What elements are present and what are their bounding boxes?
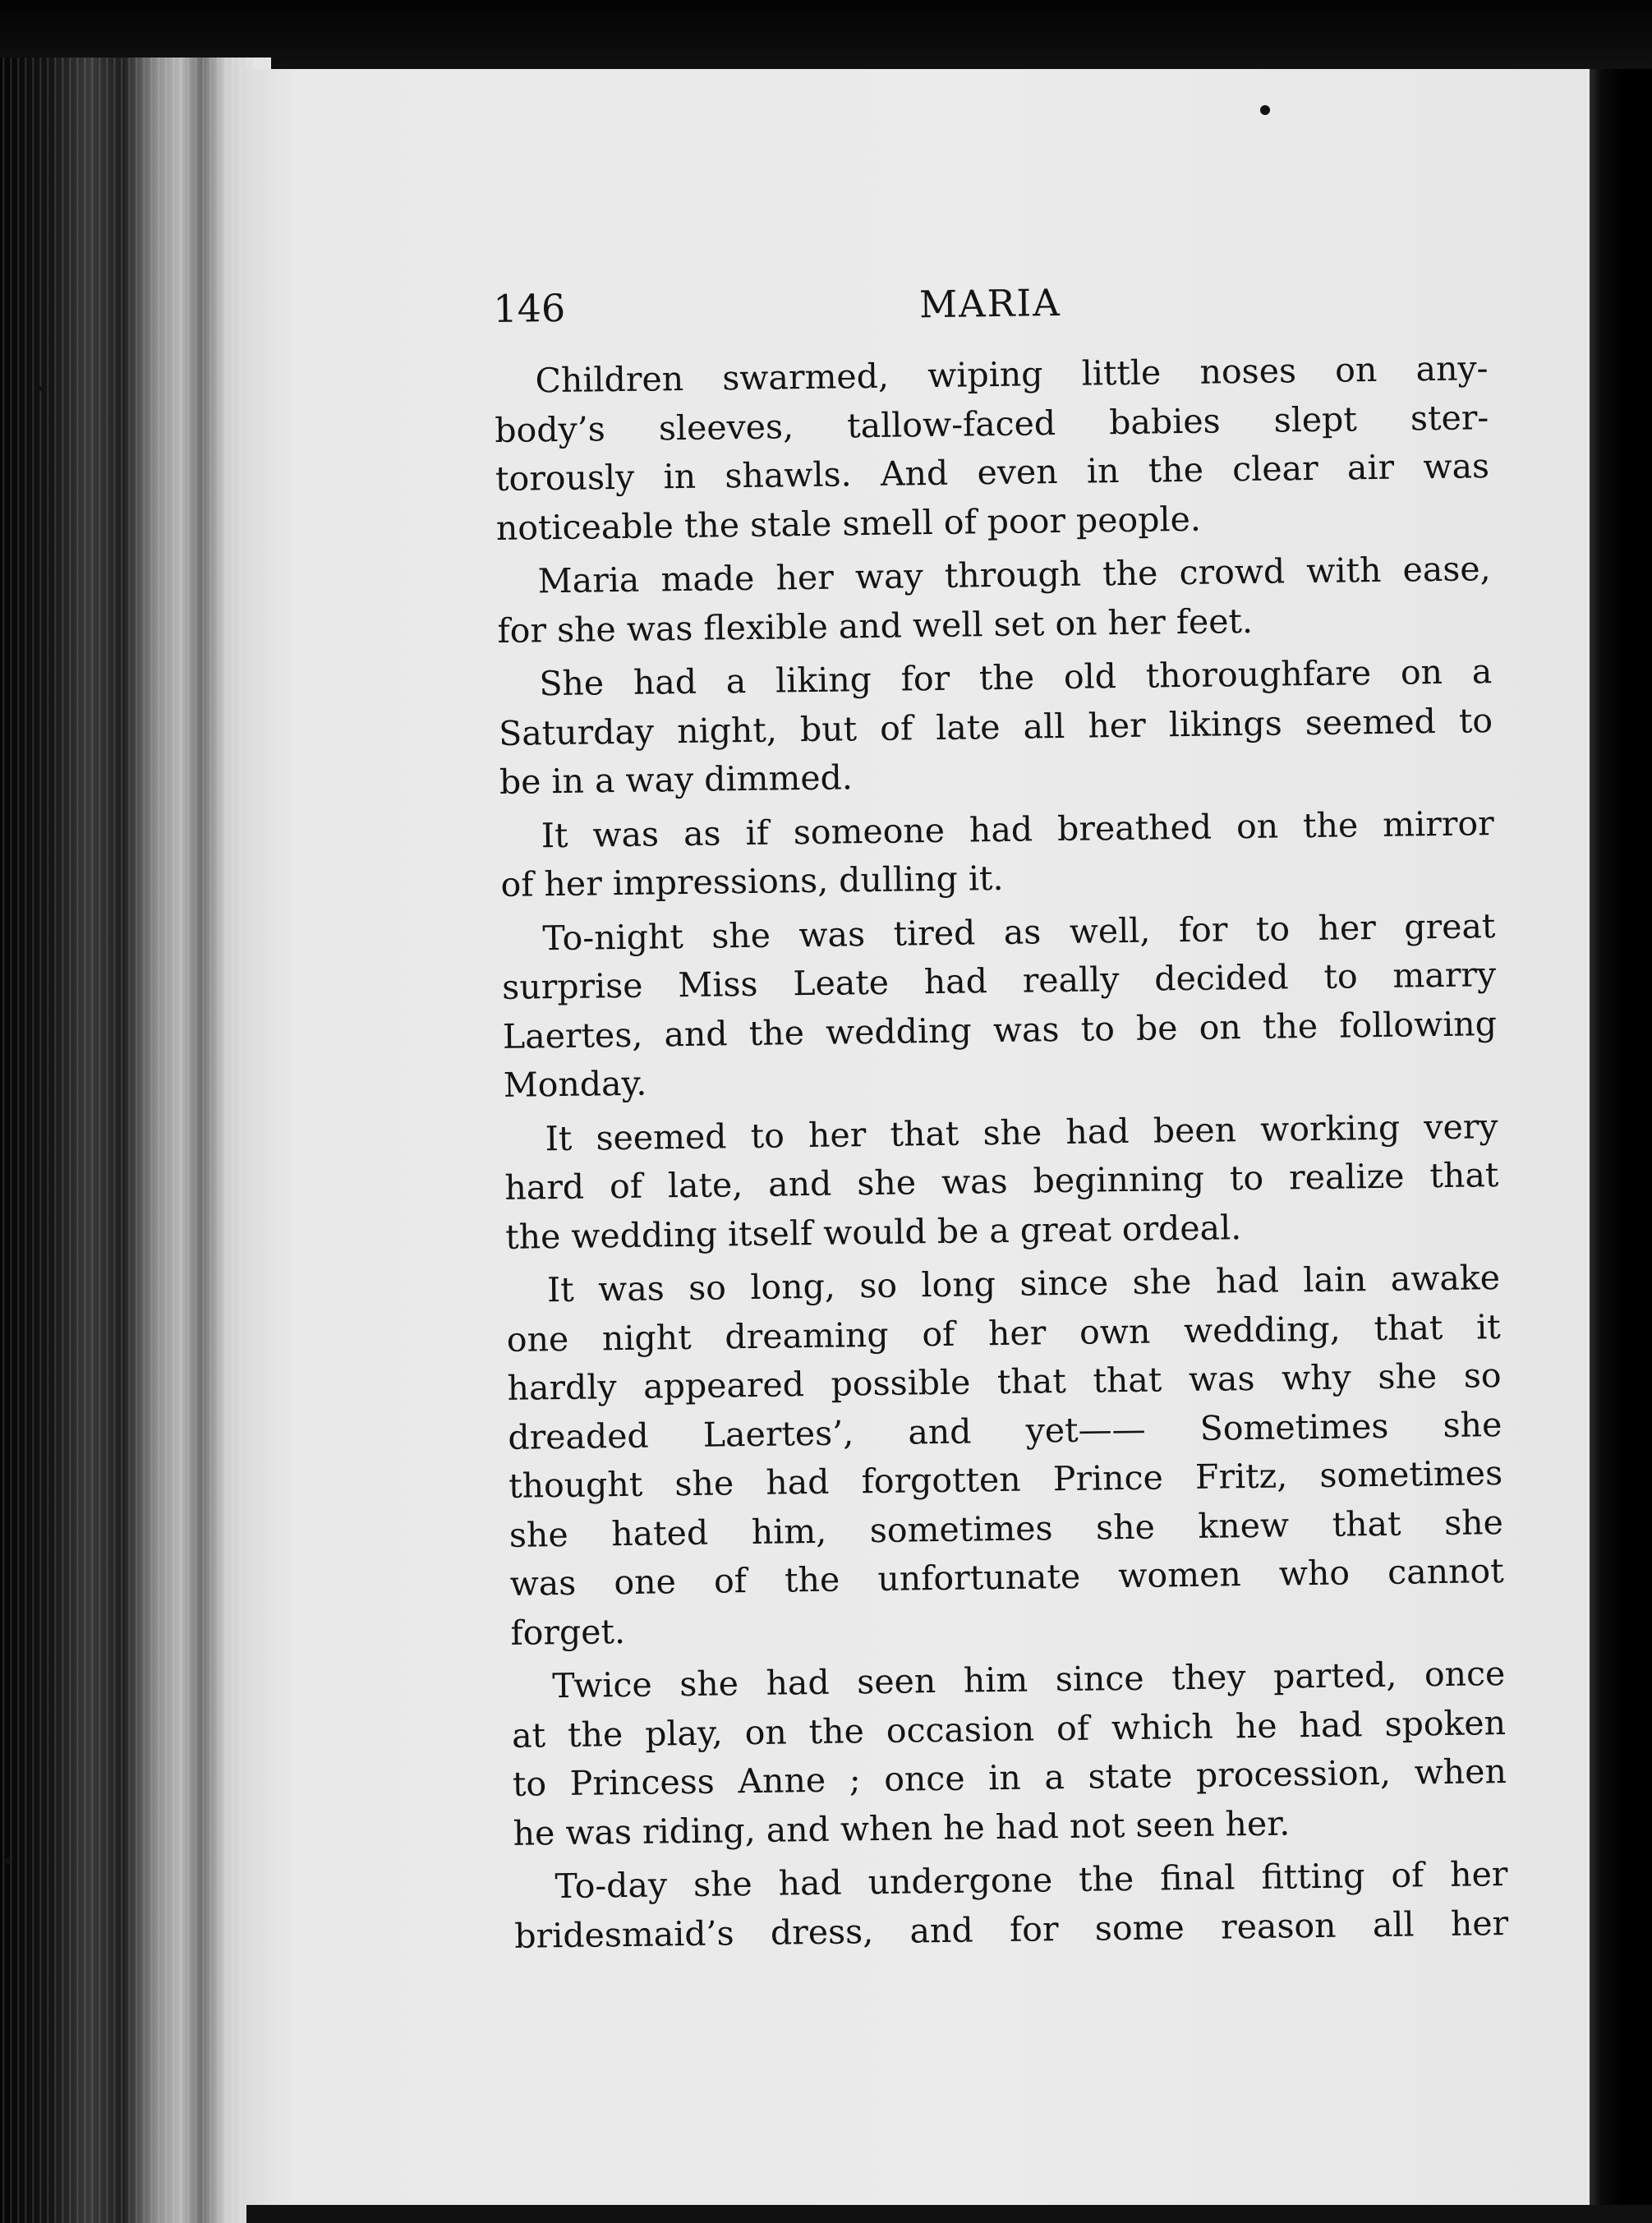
text-line: noticeable the stale smell of poor people.	[495, 499, 1202, 548]
text-line: Monday.	[503, 1063, 647, 1105]
scan-bottom-border	[246, 2205, 1652, 2223]
text-line: at the play, on the occasion of which he had spoken	[511, 1702, 1507, 1756]
text-line: the wedding itself would be a great ordeal.	[504, 1207, 1242, 1257]
page-number: 146	[493, 285, 566, 331]
text-line: Saturday night, but of late all her likings seemed to	[498, 700, 1493, 753]
text-line: for she was flexible and well set on her feet.	[497, 601, 1254, 651]
text-line: hard of late, and she was beginning to realize that	[504, 1155, 1499, 1208]
text-line: It was so long, so long since she had lain awake	[546, 1258, 1501, 1310]
text-line: She had a liking for the old thoroughfare on a	[539, 651, 1493, 704]
paragraph	[513, 1850, 1508, 1961]
text-line: hardly appeared possible that that was why she so	[507, 1355, 1502, 1408]
text-line: It was as if someone had breathed on the mirror	[541, 803, 1495, 855]
text-line: was one of the unfortunate women who cannot	[509, 1551, 1504, 1604]
scan-right-border	[1590, 69, 1652, 2223]
text-line: It seemed to her that she had been working very	[545, 1106, 1498, 1158]
paragraph	[504, 1102, 1499, 1262]
text-line: Maria made her way through the crowd with ease,	[537, 549, 1491, 601]
page-title: MARIA	[918, 280, 1062, 327]
paragraph	[511, 1650, 1507, 1858]
text-line: one night dreaming of her own wedding, that it	[506, 1306, 1502, 1360]
ink-speck	[37, 386, 42, 391]
text-line: bridesmaid’s dress, and for some reason all her	[514, 1903, 1509, 1956]
paragraph	[506, 1254, 1505, 1658]
text-line: Twice she had seen him since they parted, once	[552, 1654, 1506, 1706]
text-line: To-day she had undergone the final fitting of her	[555, 1853, 1508, 1907]
paragraph	[496, 545, 1491, 656]
text-line: of her impressions, dulling it.	[500, 858, 1004, 904]
text-line: Children swarmed, wiping little noses on any-	[535, 348, 1489, 401]
text-line: surprise Miss Leate had really decided to marry	[501, 955, 1497, 1007]
text-line: forget.	[510, 1611, 626, 1653]
ink-speck	[1260, 105, 1270, 115]
paragraph	[499, 799, 1494, 910]
text-line: To-night she was tired as well, for to her great	[542, 905, 1496, 958]
text-line: he was riding, and when he had not seen her.	[513, 1802, 1291, 1853]
text-line: body’s sleeves, tallow-faced babies slept ster-	[495, 397, 1489, 450]
paragraph	[498, 647, 1493, 807]
text-line: Laertes, and the wedding was to be on the following	[502, 1003, 1498, 1056]
text-line: be in a way dimmed.	[499, 757, 854, 802]
running-head	[493, 270, 1488, 357]
paragraph	[494, 344, 1490, 553]
text-line: dreaded Laertes’, and yet—— Sometimes she	[508, 1404, 1502, 1457]
book-page-edge	[0, 58, 271, 2223]
ink-speck	[5, 1858, 11, 1864]
text-line: to Princess Anne ; once in a state procession, when	[512, 1751, 1507, 1804]
text-line: thought she had forgotten Prince Fritz, sometimes	[508, 1453, 1503, 1506]
page-text	[493, 270, 1509, 1966]
text-line: torously in shawls. And even in the clear air was	[495, 446, 1490, 499]
text-line: she hated him, sometimes she knew that she	[508, 1502, 1504, 1555]
paragraph	[501, 902, 1498, 1111]
